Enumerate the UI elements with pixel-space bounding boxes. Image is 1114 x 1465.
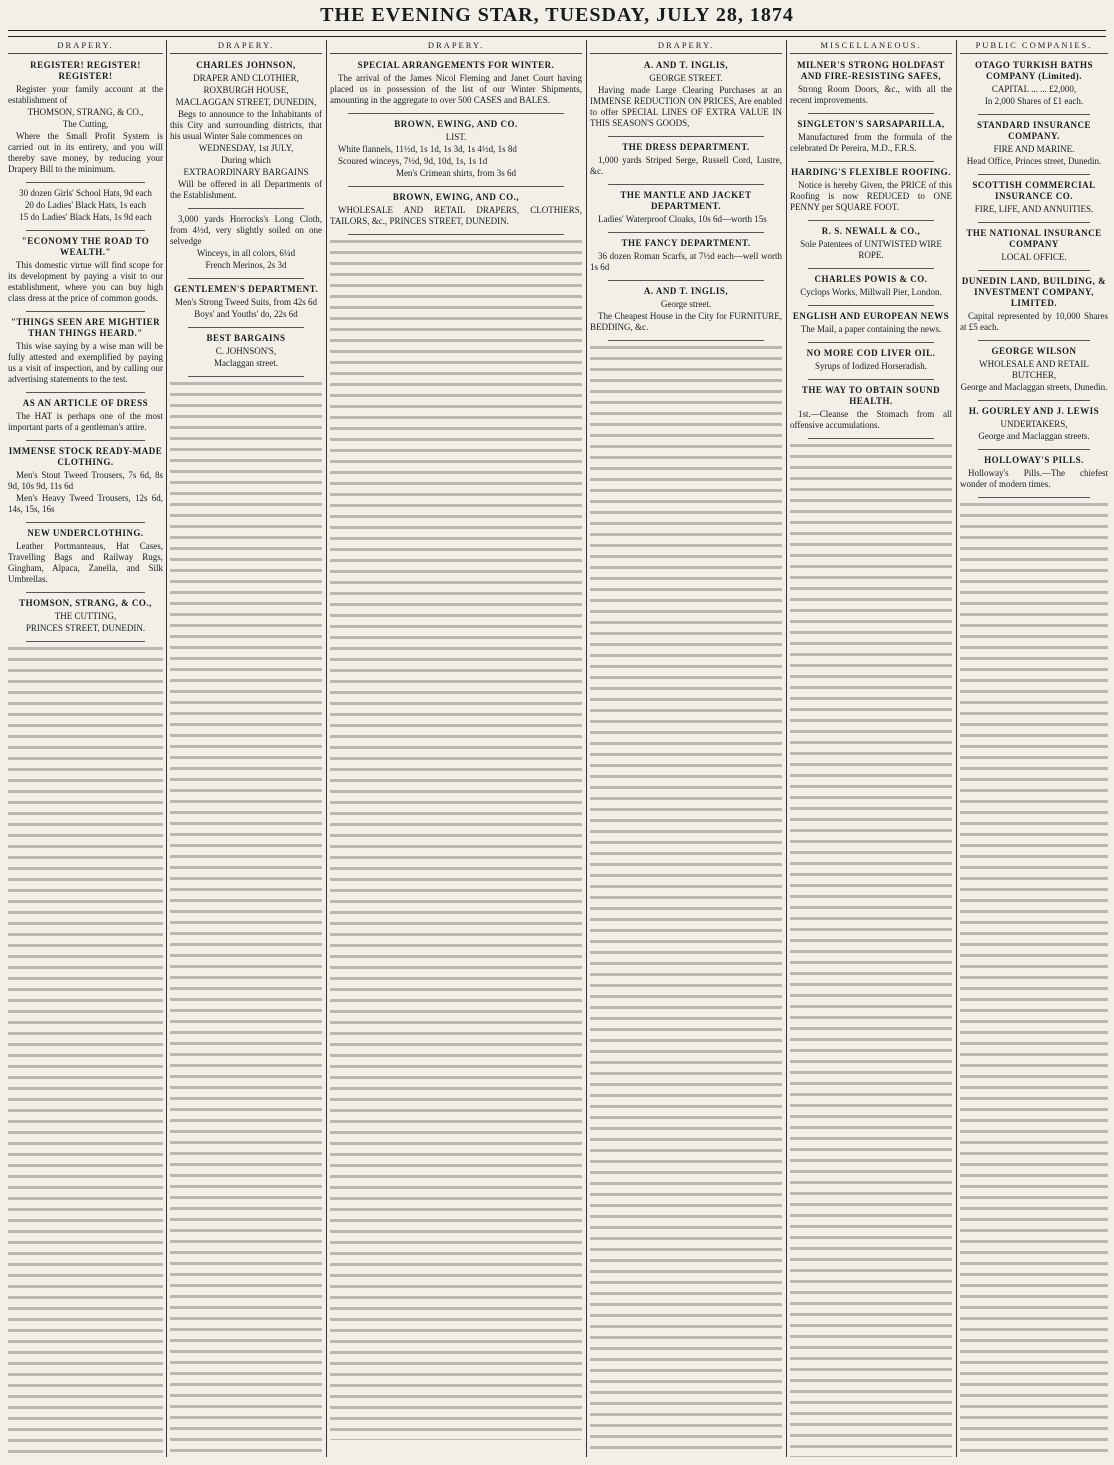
advertisement-text: Having made Large Clearing Purchases at an IMMENSE REDUCTION ON PRICES, Are enabled to offer SPECIAL LINES OF EXTRA VALUE IN THIS SEASON'S GOODS, [590, 85, 782, 128]
advertisement-text: George street. [660, 299, 712, 309]
advertisement-separator [808, 161, 934, 162]
advertisement-separator [808, 379, 934, 380]
advertisement-separator [608, 280, 764, 281]
advertisement-separator [26, 641, 145, 642]
advertisement [590, 286, 782, 333]
advertisement-title: A. AND T. INGLIS, [643, 286, 729, 296]
advertisement-text: FIRE AND MARINE. [993, 144, 1075, 154]
masthead: THE EVENING STAR, TUESDAY, JULY 28, 1874 [320, 4, 794, 26]
advertisement-title: BROWN, EWING, AND CO. [394, 119, 518, 129]
advertisement-text: Head Office, Princes street, Dunedin. [966, 156, 1102, 166]
advertisement-text: Manufactured from the formula of the celebrated Dr Pereira, M.D., F.R.S. [790, 132, 952, 153]
column-heading: MISCELLANEOUS. [790, 40, 952, 54]
advertisement-separator [808, 268, 934, 269]
advertisement [790, 311, 952, 335]
advertisement-separator [608, 340, 764, 341]
advertisement-title: THE NATIONAL INSURANCE COMPANY [966, 228, 1102, 249]
advertisement-title: THE FANCY DEPARTMENT. [621, 238, 751, 248]
advertisement-text: LOCAL OFFICE. [1001, 252, 1067, 262]
advertisement-separator [26, 522, 145, 523]
column-heading: DRAPERY. [590, 40, 782, 54]
advertisement-separator [26, 311, 145, 312]
advertisement-title: R. S. NEWALL & CO., [821, 226, 921, 236]
advertisement-separator [348, 113, 564, 114]
advertisement-title: GENTLEMEN'S DEPARTMENT. [173, 284, 319, 294]
advertisement-text: This domestic virtue will find scope for its development by paying a visit to our establishment, where you can buy high class dress at the price of common goods. [8, 260, 163, 303]
advertisement-separator [26, 230, 145, 231]
advertisement [960, 228, 1108, 263]
advertisement-text: LIST. [445, 132, 467, 142]
advertisement [8, 528, 163, 585]
advertisement [790, 60, 952, 106]
advertisement-text: Sole Patentees of UNTWISTED WIRE ROPE. [800, 239, 942, 260]
advertisement-text: 3,000 yards Horrocks's Long Cloth, from 4½d, very slightly soiled on one selvedge [170, 214, 322, 246]
advertisement-title: A. AND T. INGLIS, [643, 60, 729, 70]
advertisement-text: The Cutting, [62, 119, 109, 129]
advertisement-text: GEORGE STREET. [649, 73, 723, 83]
column-4 [590, 40, 782, 1457]
advertisement-text: Capital represented by 10,000 Shares at £5 each. [960, 311, 1108, 332]
advertisement [960, 406, 1108, 442]
advertisement [790, 119, 952, 154]
advertisement [170, 284, 322, 320]
advertisement-text: Men's Heavy Tweed Trousers, 12s 6d, 14s, 15s, 16s [8, 493, 163, 514]
column-divider [586, 40, 587, 1457]
advertisement-separator [26, 182, 145, 183]
advertisement-text: 15 do Ladies' Black Hats, 1s 9d each [19, 212, 152, 222]
advertisement [790, 348, 952, 372]
advertisement-separator [978, 497, 1090, 498]
advertisement [330, 119, 582, 179]
advertisement [8, 598, 163, 634]
advertisement-text: Will be offered in all Departments of the Establishment. [170, 179, 322, 200]
advertisement-title: THOMSON, STRANG, & CO., [19, 598, 152, 608]
advertisement-text: George and Maclaggan streets. [978, 431, 1090, 441]
advertisement-separator [188, 208, 304, 209]
advertisement-title: CHARLES POWIS & CO. [814, 274, 928, 284]
advertisement-separator [26, 592, 145, 593]
advertisement [8, 188, 163, 223]
advertisement-text: 1,000 yards Striped Serge, Russell Cord, Lustre, &c. [590, 155, 782, 176]
advertisement-separator [808, 342, 934, 343]
advertisement-title: HARDING'S FLEXIBLE ROOFING. [791, 167, 951, 177]
advertisement [960, 346, 1108, 393]
advertisement-title: IMMENSE STOCK READY-MADE CLOTHING. [8, 446, 163, 467]
advertisement-text: WHOLESALE AND RETAIL DRAPERS, CLOTHIERS, TAILORS, &c., PRINCES STREET, DUNEDIN. [330, 205, 582, 226]
advertisement [960, 276, 1108, 333]
advertisement-separator [188, 327, 304, 328]
small-print-texture [8, 647, 163, 1457]
advertisement [590, 190, 782, 225]
advertisement-text: C. JOHNSON'S, [215, 346, 277, 356]
advertisement-title: STANDARD INSURANCE COMPANY. [976, 120, 1092, 141]
advertisement [960, 60, 1108, 107]
advertisement-text: Holloway's Pills.—The chiefest wonder of modern times. [960, 468, 1108, 489]
advertisement [590, 60, 782, 129]
advertisement-text: In 2,000 Shares of £1 each. [984, 96, 1084, 106]
advertisement [8, 398, 163, 433]
column-6 [960, 40, 1108, 1457]
advertisement-text: Register your family account at the establishment of [8, 84, 163, 105]
column-heading: DRAPERY. [170, 40, 322, 54]
advertisement [8, 236, 163, 304]
advertisement [790, 385, 952, 431]
advertisement-text: Men's Strong Tweed Suits, from 42s 6d [174, 297, 318, 307]
advertisement [330, 60, 582, 106]
advertisement-title: HOLLOWAY'S PILLS. [984, 455, 1084, 465]
advertisement-title: "THINGS SEEN ARE MIGHTIER THAN THINGS HEARD." [10, 317, 161, 338]
column-5 [790, 40, 952, 1457]
advertisement-title: BROWN, EWING, AND CO., [392, 192, 520, 202]
advertisement-separator [348, 234, 564, 235]
advertisement [170, 214, 322, 271]
advertisement-text: Begs to announce to the Inhabitants of this City and surrounding districts, that his usual Winter Sale commences on [170, 109, 322, 141]
advertisement-separator [978, 114, 1090, 115]
small-print-texture [170, 382, 322, 1457]
advertisement-text: White flannels, 11½d, 1s 1d, 1s 3d, 1s 4½d, 1s 8d [338, 144, 517, 154]
advertisement [170, 333, 322, 369]
advertisement-text: George and Maclaggan streets, Dunedin. [960, 382, 1108, 392]
advertisement-text: WEDNESDAY, 1st JULY, [198, 143, 294, 153]
advertisement-text: During which [221, 155, 271, 165]
advertisement-text: MACLAGGAN STREET, DUNEDIN, [175, 97, 317, 107]
advertisement-text: Scoured winceys, 7½d, 9d, 10d, 1s, 1s 1d [338, 156, 488, 166]
advertisement-separator [608, 136, 764, 137]
advertisement-text: CAPITAL ... ... £2,000, [991, 84, 1077, 94]
advertisement-title: ENGLISH AND EUROPEAN NEWS [792, 311, 950, 321]
advertisement-separator [808, 220, 934, 221]
advertisement-separator [978, 222, 1090, 223]
advertisement-text: Notice is hereby Given, the PRICE of this Roofing is now REDUCED to ONE PENNY per SQUARE FOOT. [790, 180, 952, 212]
advertisement [790, 167, 952, 213]
advertisement [790, 226, 952, 261]
advertisement-text: PRINCES STREET, DUNEDIN. [25, 623, 146, 633]
small-print-texture [590, 346, 782, 1457]
advertisement-text: Cyclops Works, Millwall Pier, London. [800, 287, 942, 297]
advertisement-title: SCOTTISH COMMERCIAL INSURANCE CO. [972, 180, 1096, 201]
advertisement-title: THE WAY TO OBTAIN SOUND HEALTH. [801, 385, 941, 406]
advertisement-text: Maclaggan street. [214, 358, 278, 368]
advertisement [790, 274, 952, 298]
column-divider [956, 40, 957, 1457]
advertisement-title: NEW UNDERCLOTHING. [27, 528, 144, 538]
column-heading: PUBLIC COMPANIES. [960, 40, 1108, 54]
column-divider [166, 40, 167, 1457]
advertisement-text: The Mail, a paper containing the news. [800, 324, 942, 334]
advertisement-text: Where the Small Profit System is carried out in its entirety, and you will thereby save money, by reducing your Drapery Bill to the minimum. [8, 131, 163, 174]
advertisement-text: Strong Room Doors, &c., with all the recent improvements. [790, 84, 952, 105]
advertisement [8, 446, 163, 515]
small-print-texture [790, 444, 952, 1457]
advertisement [960, 180, 1108, 215]
advertisement-text: French Merinos, 2s 3d [205, 260, 287, 270]
advertisement-text: ROXBURGH HOUSE, [203, 85, 289, 95]
advertisement-text: Leather Portmanteaus, Hat Cases, Travelling Bags and Railway Rugs, Gingham, Alpaca, Zanella, and Silk Umbrellas. [8, 541, 163, 584]
advertisement-text: This wise saying by a wise man will be fully attested and exemplified by paying us a visit of inspection, and by calling our advertising statements to the test. [8, 341, 163, 384]
small-print-texture [330, 240, 582, 1440]
advertisement [590, 142, 782, 177]
advertisement-text: EXTRAORDINARY BARGAINS [183, 167, 309, 177]
advertisement-separator [26, 440, 145, 441]
advertisement [590, 238, 782, 273]
advertisement-title: THE MANTLE AND JACKET DEPARTMENT. [620, 190, 752, 211]
advertisement-separator [808, 438, 934, 439]
column-1 [8, 40, 163, 1457]
advertisement-title: H. GOURLEY AND J. LEWIS [968, 406, 1100, 416]
advertisement-title: SINGLETON'S SARSAPARILLA, [797, 119, 945, 129]
advertisement-separator [978, 270, 1090, 271]
advertisement-separator [978, 340, 1090, 341]
advertisement-title: MILNER'S STRONG HOLDFAST AND FIRE-RESISTING SAFES, [797, 60, 945, 81]
advertisement-text: Men's Stout Tweed Trousers, 7s 6d, 8s 9d, 10s 9d, 11s 6d [8, 470, 163, 491]
advertisement-title: BEST BARGAINS [206, 333, 286, 343]
column-2 [170, 40, 322, 1457]
advertisement-text: Boys' and Youths' do, 22s 6d [194, 309, 298, 319]
advertisement-separator [188, 376, 304, 377]
advertisement-separator [188, 278, 304, 279]
advertisement [330, 192, 582, 227]
advertisement-text: Syrups of Iodized Horseradish. [815, 361, 927, 371]
column-heading: DRAPERY. [8, 40, 163, 54]
advertisement [8, 60, 163, 175]
advertisement-text: FIRE, LIFE, AND ANNUITIES. [974, 204, 1094, 214]
advertisement [170, 60, 322, 201]
advertisement-text: THOMSON, STRANG, & CO., [27, 107, 144, 117]
advertisement-text: The Cheapest House in the City for FURNITURE, BEDDING, &c. [590, 311, 782, 332]
advertisement-separator [608, 184, 764, 185]
advertisement-separator [978, 400, 1090, 401]
advertisement-title: AS AN ARTICLE OF DRESS [22, 398, 149, 408]
advertisement-separator [348, 186, 564, 187]
advertisement-title: "ECONOMY THE ROAD TO WEALTH." [21, 236, 150, 257]
advertisement-text: Men's Crimean shirts, from 3s 6d [395, 168, 517, 178]
column-3 [330, 40, 582, 1457]
advertisement-title: CHARLES JOHNSON, [196, 60, 296, 70]
advertisement-separator [26, 392, 145, 393]
column-divider [786, 40, 787, 1457]
column-divider [326, 40, 327, 1457]
advertisement [960, 455, 1108, 490]
advertisement-title: THE DRESS DEPARTMENT. [622, 142, 750, 152]
advertisement-text: THE CUTTING, [54, 611, 117, 621]
advertisement-title: DUNEDIN LAND, BUILDING, & INVESTMENT COMPANY, LIMITED. [961, 276, 1107, 308]
advertisement-separator [978, 174, 1090, 175]
column-heading: DRAPERY. [330, 40, 582, 54]
advertisement-text: 1st.—Cleanse the Stomach from all offensive accumulations. [790, 409, 952, 430]
advertisement-title: NO MORE COD LIVER OIL. [806, 348, 936, 358]
advertisement-title: GEORGE WILSON [991, 346, 1077, 356]
advertisement-text: The HAT is perhaps one of the most important parts of a gentleman's attire. [8, 411, 163, 432]
advertisement-separator [808, 113, 934, 114]
advertisement-text: 36 dozen Roman Scarfs, at 7½d each—well worth 1s 6d [590, 251, 782, 272]
advertisement-text: Winceys, in all colors, 6¼d [196, 248, 296, 258]
advertisement-text: DRAPER AND CLOTHIER, [193, 73, 299, 83]
advertisement-title: SPECIAL ARRANGEMENTS FOR WINTER. [357, 60, 555, 70]
advertisement-text: 30 dozen Girls' School Hats, 9d each [19, 188, 152, 198]
advertisement-separator [608, 232, 764, 233]
masthead-rule-lower [8, 36, 1106, 37]
advertisement [8, 317, 163, 385]
advertisement-text: WHOLESALE AND RETAIL BUTCHER, [979, 359, 1089, 380]
small-print-texture [960, 503, 1108, 1457]
advertisement-title: REGISTER! REGISTER! REGISTER! [30, 60, 141, 81]
advertisement-title: OTAGO TURKISH BATHS COMPANY (Limited). [974, 60, 1094, 81]
advertisement-text: UNDERTAKERS, [1000, 419, 1068, 429]
advertisement-text: Ladies' Waterproof Cloaks, 10s 6d—worth 15s [598, 214, 767, 224]
advertisement-text: The arrival of the James Nicol Fleming and Janet Court having placed us in possession of the list of our Winter Shipments, amounting in the aggregate to over 500 CASES and BALES. [330, 73, 582, 105]
advertisement-text: 20 do Ladies' Black Hats, 1s each [24, 200, 147, 210]
advertisement [960, 120, 1108, 167]
advertisement-separator [978, 449, 1090, 450]
masthead-rule [8, 30, 1106, 31]
advertisement-separator [808, 305, 934, 306]
